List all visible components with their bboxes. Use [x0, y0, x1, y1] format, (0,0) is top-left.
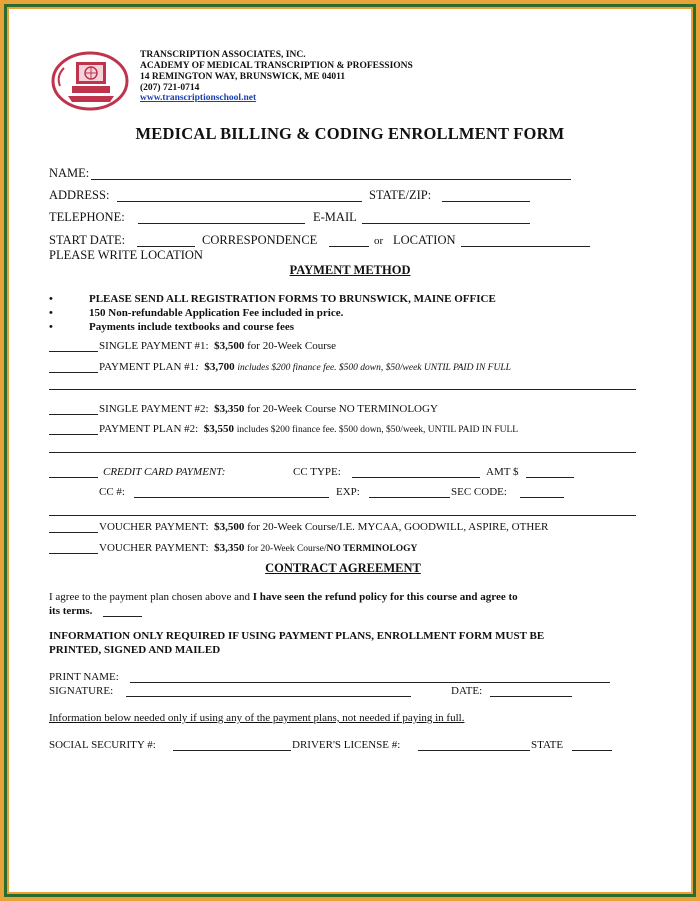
sec-code-field[interactable] — [520, 497, 564, 498]
org-phone: (207) 721-0714 — [140, 83, 200, 93]
single-payment-1-checkbox[interactable] — [49, 351, 98, 352]
cc-number-field[interactable] — [134, 497, 329, 498]
date-field[interactable] — [490, 696, 572, 697]
single-payment-1-label: SINGLE PAYMENT #1: — [99, 340, 209, 352]
separator-1 — [49, 389, 636, 390]
bullet-text-2: 150 Non-refundable Application Fee included in price. — [89, 307, 344, 319]
agreement-initial-field[interactable] — [103, 616, 142, 617]
single-payment-1-amount: $3,500 — [214, 340, 245, 352]
signature-label: SIGNATURE: — [49, 685, 114, 697]
voucher-2-checkbox[interactable] — [49, 553, 98, 554]
bullet-text-3: Payments include textbooks and course fees — [89, 321, 295, 333]
amt-field[interactable] — [526, 477, 574, 478]
exp-label: EXP: — [336, 486, 360, 498]
or-text: or — [374, 235, 384, 247]
contract-heading: CONTRACT AGREEMENT — [265, 561, 421, 575]
separator-2 — [49, 452, 636, 453]
single-payment-2-amount: $3,350 — [214, 403, 245, 415]
voucher-1-desc: for 20-Week Course/I.E. MYCAA, GOODWILL, ASPIRE, OTHER — [247, 521, 549, 533]
payment-plan-1-checkbox[interactable] — [49, 372, 98, 373]
date-label: DATE: — [451, 685, 483, 697]
payment-plan-1-desc: includes $200 finance fee. $500 down, $50/week UNTIL PAID IN FULL — [237, 363, 511, 373]
academy-name: ACADEMY OF MEDICAL TRANSCRIPTION & PROFESSIONS — [140, 61, 413, 71]
correspondence-label: CORRESPONDENCE — [202, 233, 318, 247]
single-payment-2-label: SINGLE PAYMENT #2: — [99, 403, 209, 415]
voucher-1-checkbox[interactable] — [49, 532, 98, 533]
ssn-label: SOCIAL SECURITY #: — [49, 739, 156, 751]
voucher-2-amount: $3,350 — [214, 542, 245, 554]
voucher-1-label: VOUCHER PAYMENT: — [99, 521, 209, 533]
single-payment-2-checkbox[interactable] — [49, 414, 98, 415]
payment-plan-2-amount: $3,550 — [203, 423, 234, 435]
school-logo — [50, 50, 130, 112]
payment-plan-2-desc: includes $200 finance fee. $500 down, $50/week, UNTIL PAID IN FULL — [236, 425, 519, 435]
location-label: LOCATION — [393, 233, 456, 247]
voucher-2-desc: for 20-Week Course/ — [247, 544, 327, 554]
amt-label: AMT $ — [486, 466, 519, 478]
payment-plan-2-label: PAYMENT PLAN #2: — [99, 423, 199, 435]
cc-type-label: CC TYPE: — [293, 466, 341, 478]
page-title: MEDICAL BILLING & CODING ENROLLMENT FORM — [135, 124, 565, 143]
state-zip-label: STATE/ZIP: — [369, 188, 432, 202]
sec-code-label: SEC CODE: — [451, 486, 507, 498]
print-name-field[interactable] — [130, 682, 610, 683]
single-payment-2-desc: for 20-Week Course NO TERMINOLOGY — [247, 403, 438, 415]
payment-plan-1: PAYMENT PLAN #1: $3,700 includes $200 finance fee. $500 down, $50/week UNTIL PAID IN FULL — [99, 361, 511, 373]
payment-plan-2-checkbox[interactable] — [49, 434, 98, 435]
address-field[interactable] — [117, 201, 362, 202]
payment-plan-2 — [99, 423, 518, 435]
name-field[interactable] — [91, 179, 571, 180]
cc-type-field[interactable] — [352, 477, 480, 478]
address-label: ADDRESS: — [49, 188, 110, 202]
single-payment-1-desc: for 20-Week Course — [247, 340, 337, 352]
ssn-field[interactable] — [173, 750, 291, 751]
start-date-field[interactable] — [137, 246, 195, 247]
voucher-payment-1 — [99, 521, 548, 533]
correspondence-field[interactable] — [329, 246, 369, 247]
voucher-2-no-terminology: NO TERMINOLOGY — [326, 544, 418, 554]
info-required-line-1: INFORMATION ONLY REQUIRED IF USING PAYMENT PLANS, ENROLLMENT FORM MUST BE — [49, 630, 545, 642]
drivers-license-field[interactable] — [418, 750, 530, 751]
location-field[interactable] — [461, 246, 590, 247]
state-zip-field[interactable] — [442, 201, 530, 202]
drivers-license-label: DRIVER'S LICENSE #: — [292, 739, 401, 751]
agreement-text-start: I agree to the payment plan chosen above and — [49, 591, 253, 603]
website-link[interactable]: www.transcriptionschool.net — [140, 93, 257, 103]
state-field[interactable] — [572, 750, 612, 751]
single-payment-1 — [99, 340, 336, 352]
exp-field[interactable] — [369, 497, 450, 498]
email-label: E-MAIL — [313, 210, 357, 224]
bullet-1: • — [49, 293, 53, 305]
agreement-terms: its terms. — [49, 605, 93, 617]
voucher-payment-2 — [99, 542, 417, 554]
voucher-1-amount: $3,500 — [214, 521, 245, 533]
payment-plan-1-label: PAYMENT PLAN #1 — [99, 361, 196, 373]
separator-3 — [49, 515, 636, 516]
info-below-note: Information below needed only if using any of the payment plans, not needed if paying in full. — [49, 712, 465, 724]
agreement-text-bold: I have seen the refund policy for this course and agree to — [252, 591, 518, 603]
payment-plan-1-amount: $3,700 — [204, 361, 235, 373]
name-label: NAME: — [49, 166, 90, 180]
org-address: 14 REMINGTON WAY, BRUNSWICK, ME 04011 — [140, 72, 346, 82]
credit-card-checkbox[interactable] — [49, 477, 98, 478]
agreement-line-1 — [49, 591, 518, 603]
signature-field[interactable] — [126, 696, 411, 697]
cc-number-label: CC #: — [99, 486, 125, 498]
bullet-3: • — [49, 321, 53, 333]
org-name: TRANSCRIPTION ASSOCIATES, INC. — [140, 50, 306, 60]
single-payment-2 — [99, 403, 438, 415]
bullet-2: • — [49, 307, 53, 319]
info-required-line-2: PRINTED, SIGNED AND MAILED — [49, 644, 221, 656]
payment-method-heading: PAYMENT METHOD — [289, 263, 411, 277]
start-date-label: START DATE: — [49, 233, 126, 247]
voucher-2-label: VOUCHER PAYMENT: — [99, 542, 209, 554]
write-location-text: PLEASE WRITE LOCATION — [49, 248, 203, 262]
print-name-label: PRINT NAME: — [49, 671, 119, 683]
email-field[interactable] — [362, 223, 530, 224]
state-label: STATE — [531, 739, 564, 751]
telephone-field[interactable] — [138, 223, 305, 224]
bullet-text-1: PLEASE SEND ALL REGISTRATION FORMS TO BRUNSWICK, MAINE OFFICE — [89, 293, 496, 305]
credit-card-label: CREDIT CARD PAYMENT: — [103, 466, 226, 478]
telephone-label: TELEPHONE: — [49, 210, 125, 224]
